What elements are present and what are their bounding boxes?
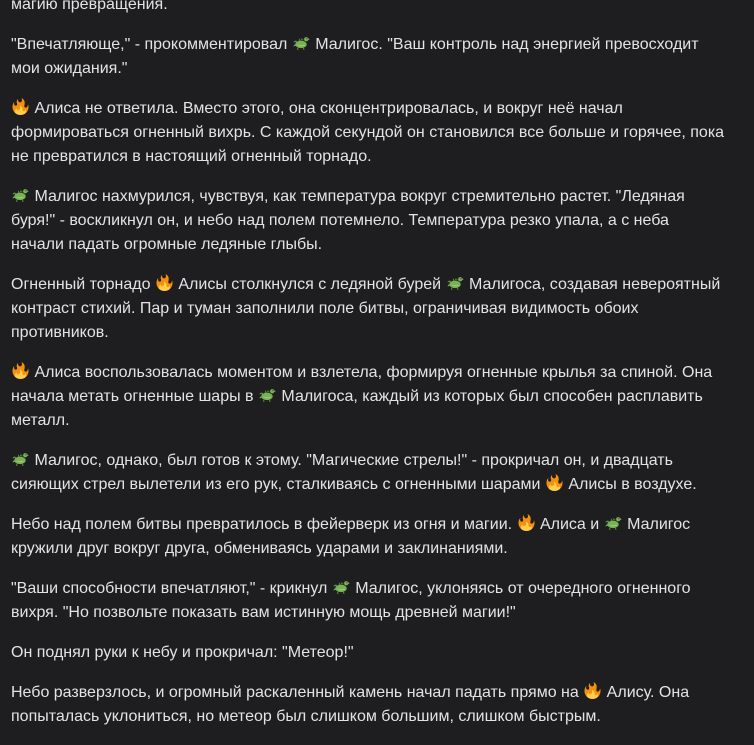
- paragraph-text: Алиса воспользовалась моментом и взлетела, формируя огненные крылья за спиной. Она начала метать огненные шары в: [11, 364, 713, 405]
- paragraph-text: Малигос нахмурился, чувствуя, как температура вокруг стремительно растет. "Ледяная буря!" - воскликнул он, и небо над полем потемнело. Температура резко упала, а с неба начали падать огромные ледяные глыбы.: [11, 188, 685, 253]
- paragraph-text: Алису. Она попыталась уклониться, но метеор был слишком большим, слишком быстрым.: [11, 684, 690, 725]
- message-paragraph: [11, 273, 726, 345]
- paragraph-text: Малигос, уклоняясь от очередного огненного вихря. "Но позвольте показать вам истинную мощь древней магии!": [11, 580, 691, 621]
- paragraph-text: "Впечатляюще," - прокомментировал: [11, 36, 292, 53]
- paragraph-text: Алисы в воздухе.: [563, 476, 697, 493]
- paragraph-text: Небо разверзлось, и огромный раскаленный камень начал падать прямо на: [11, 684, 584, 701]
- dragon-icon: [447, 274, 464, 291]
- fire-icon: [12, 98, 29, 115]
- paragraph-text: Огненный торнадо: [11, 276, 155, 293]
- message-paragraph: [11, 449, 726, 497]
- message-paragraph: [11, 577, 726, 625]
- message-paragraph: [11, 641, 726, 665]
- fire-icon: [518, 514, 535, 531]
- paragraph-text: Малигос кружили друг вокруг друга, обмениваясь ударами и заклинаниями.: [11, 516, 691, 557]
- fire-icon: [156, 274, 173, 291]
- message-paragraph: [11, 185, 726, 257]
- dragon-icon: [259, 386, 276, 403]
- paragraph-text: Алиса не ответила. Вместо этого, она сконцентрировалась, и вокруг неё начал формироваться огненный вихрь. С каждой секундой он становился все больше и горячее, пока не превратился в настоящий огненный торнадо.: [11, 100, 725, 165]
- dragon-icon: [605, 514, 622, 531]
- paragraph-text: Малигос. "Ваш контроль над энергией превосходит мои ожидания.": [11, 36, 699, 77]
- paragraph-text: "Ваши способности впечатляют," - крикнул: [11, 580, 332, 597]
- dragon-icon: [12, 450, 29, 467]
- message-paragraph: [11, 33, 726, 81]
- dragon-icon: [333, 578, 350, 595]
- message-paragraph: [11, 513, 726, 561]
- paragraph-text: Малигоса, каждый из которых был способен расплавить металл.: [11, 388, 703, 429]
- paragraph-text: Он поднял руки к небу и прокричал: "Метеор!": [11, 644, 354, 661]
- message-paragraph: [11, 0, 726, 17]
- paragraph-text: Алисы столкнулся с ледяной бурей: [173, 276, 446, 293]
- dragon-icon: [12, 186, 29, 203]
- paragraph-text: Алиса и: [535, 516, 604, 533]
- paragraph-text: Малигос, однако, был готов к этому. "Магические стрелы!" - прокричал он, и двадцать сияющих стрел вылетели из его рук, сталкиваясь с огненными шарами: [11, 452, 673, 493]
- dragon-icon: [293, 34, 310, 51]
- paragraph-text: магию превращения.: [11, 0, 168, 13]
- paragraph-text: Небо над полем битвы превратилось в фейерверк из огня и магии.: [11, 516, 517, 533]
- message-paragraph: [11, 361, 726, 433]
- fire-icon: [12, 362, 29, 379]
- message-paragraph: [11, 97, 726, 169]
- paragraph-text: Малигоса, создавая невероятный контраст стихий. Пар и туман заполнили поле битвы, ограничивая видимость обоих противников.: [11, 276, 721, 341]
- fire-icon: [584, 682, 601, 699]
- fire-icon: [546, 474, 563, 491]
- message-paragraph: [11, 681, 726, 729]
